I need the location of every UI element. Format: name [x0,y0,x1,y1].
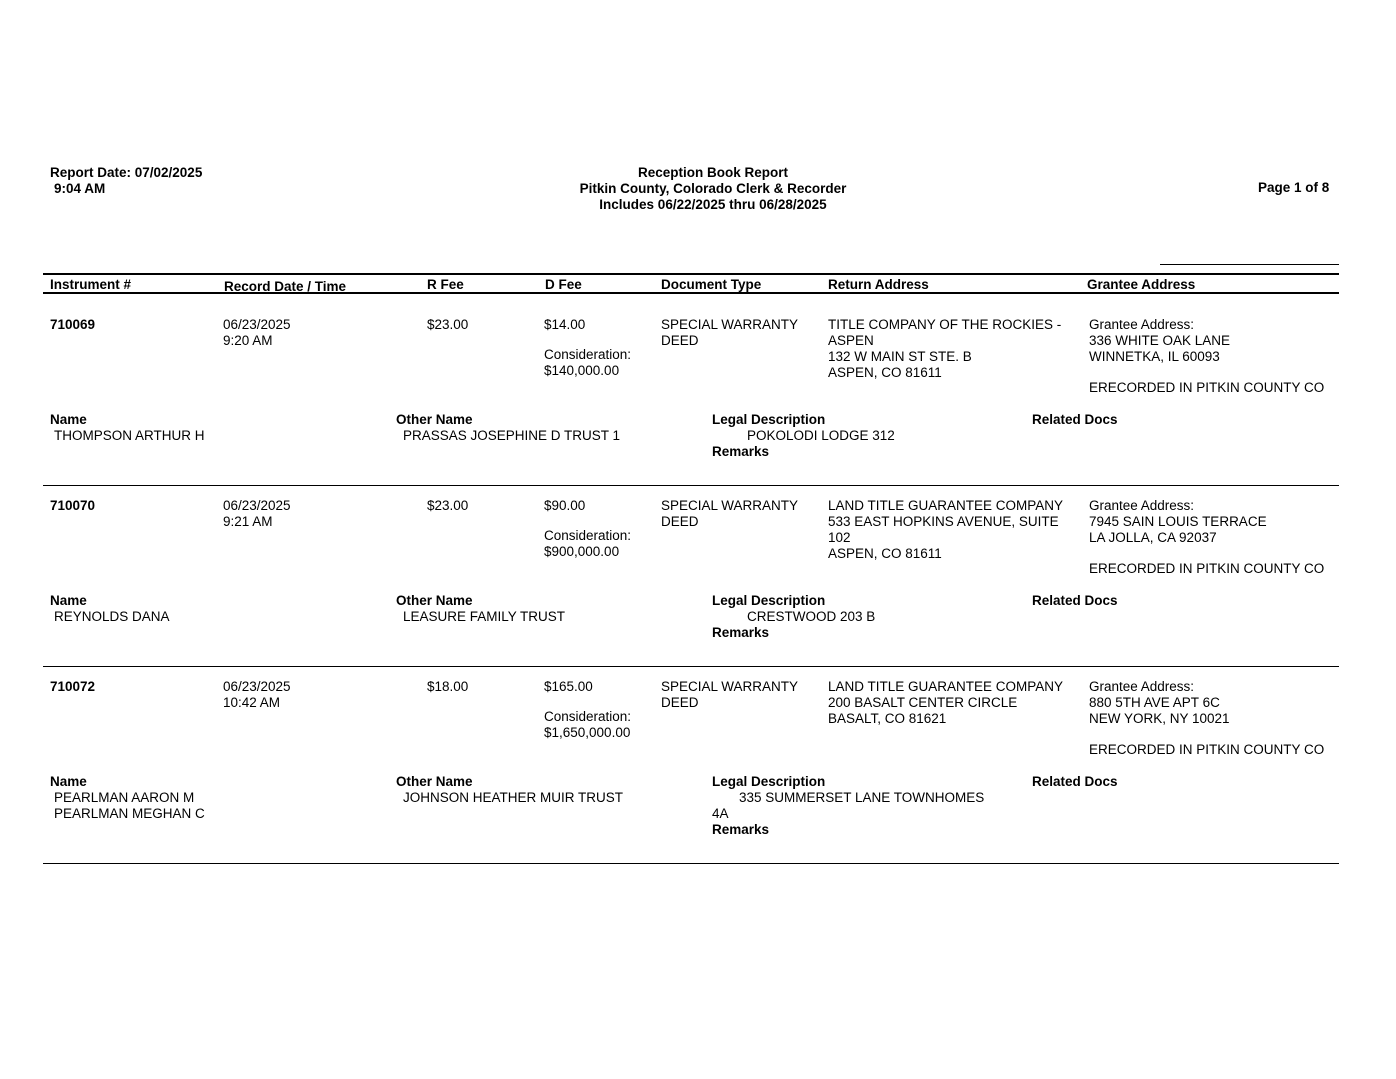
erecorded-note: ERECORDED IN PITKIN COUNTY CO [1089,561,1325,576]
return-address: TITLE COMPANY OF THE ROCKIES - ASPEN 132 W MAIN ST STE. B ASPEN, CO 81611 [828,317,1062,380]
erecorded-note: ERECORDED IN PITKIN COUNTY CO [1089,742,1325,757]
other-name-label: Other Name [396,774,473,789]
related-docs-label: Related Docs [1032,593,1118,608]
col-r-fee: R Fee [427,277,464,292]
record-date: 06/23/2025 [223,317,291,332]
col-document-type: Document Type [661,277,762,292]
other-name-value: JOHNSON HEATHER MUIR TRUST [403,790,624,805]
name-value: PEARLMAN AARON M [54,790,195,805]
record-datetime [223,498,291,530]
record-divider [43,863,1339,864]
grantee-address: Grantee Address: 880 5TH AVE APT 6C NEW YORK, NY 10021 ERECORDED IN PITKIN COUNTY CO [1089,679,1325,757]
name-value: REYNOLDS DANA [54,609,170,624]
name-section [50,593,170,625]
record-date: 06/23/2025 [223,679,291,694]
report-date: Report Date: 07/02/2025 [50,165,203,180]
name-section [50,774,205,822]
record-block [0,498,1396,679]
legal-description-value: CRESTWOOD 203 B [747,609,876,624]
remarks-label: Remarks [712,444,770,459]
related-docs-label: Related Docs [1032,412,1118,427]
d-fee-block [544,679,631,741]
r-fee: $23.00 [427,498,469,513]
page-indicator: Page 1 of 8 [1258,180,1330,195]
record-divider [43,485,1339,486]
instrument-number: 710070 [50,498,96,513]
other-name-label: Other Name [396,412,473,427]
col-grantee-address: Grantee Address [1087,277,1196,292]
name-label: Name [50,774,87,789]
col-return-address: Return Address [828,277,929,292]
d-fee-block [544,317,631,379]
name-section [50,412,205,444]
grantee-address-label: Grantee Address: [1089,679,1195,694]
document-type: SPECIAL WARRANTY DEED [661,498,799,529]
col-d-fee: D Fee [545,277,582,292]
other-name-section [396,593,565,625]
legal-section [712,774,984,838]
name-value: PEARLMAN MEGHAN C [54,806,205,821]
col-instrument: Instrument # [50,277,132,292]
consideration-label: Consideration: [544,528,632,543]
legal-description-value: POKOLODI LODGE 312 [747,428,895,443]
report-title: Reception Book Report [637,165,788,180]
record-time: 9:21 AM [223,514,273,529]
remarks-label: Remarks [712,625,770,640]
other-name-section [396,774,623,806]
record-datetime [223,317,291,349]
legal-description-label: Legal Description [712,774,826,789]
record-date: 06/23/2025 [223,498,291,513]
header-top-rule [43,273,1339,275]
erecorded-note: ERECORDED IN PITKIN COUNTY CO [1089,380,1325,395]
related-docs-label: Related Docs [1032,774,1118,789]
legal-description-label: Legal Description [712,412,826,427]
other-name-label: Other Name [396,593,473,608]
consideration-value: $140,000.00 [544,363,620,378]
name-label: Name [50,593,87,608]
return-address: LAND TITLE GUARANTEE COMPANY 533 EAST HOPKINS AVENUE, SUITE 102 ASPEN, CO 81611 [828,498,1064,561]
d-fee: $90.00 [544,498,586,513]
grantee-address: Grantee Address: 336 WHITE OAK LANE WINNETKA, IL 60093 ERECORDED IN PITKIN COUNTY CO [1089,317,1325,395]
name-label: Name [50,412,87,427]
other-name-value: PRASSAS JOSEPHINE D TRUST 1 [403,428,621,443]
grantee-address: Grantee Address: 7945 SAIN LOUIS TERRACE LA JOLLA, CA 92037 ERECORDED IN PITKIN COUNTY CO [1089,498,1325,576]
remarks-label: Remarks [712,822,770,837]
legal-description-label: Legal Description [712,593,826,608]
grantee-address-label: Grantee Address: [1089,498,1195,513]
record-block [0,317,1396,498]
legal-section [712,593,875,641]
record-datetime [223,679,291,711]
consideration-value: $1,650,000.00 [544,725,631,740]
d-fee: $165.00 [544,679,593,694]
other-name-value: LEASURE FAMILY TRUST [403,609,566,624]
instrument-number: 710069 [50,317,96,332]
record-time: 10:42 AM [223,695,281,710]
d-fee: $14.00 [544,317,586,332]
report-title-block [0,165,1396,213]
return-address: LAND TITLE GUARANTEE COMPANY 200 BASALT CENTER CIRCLE BASALT, CO 81621 [828,679,1064,726]
legal-description-value: 335 SUMMERSET LANE TOWNHOMES [739,790,985,805]
name-value: THOMPSON ARTHUR H [54,428,205,443]
legal-section [712,412,895,460]
report-range: Includes 06/22/2025 thru 06/28/2025 [599,197,827,212]
report-county: Pitkin County, Colorado Clerk & Recorder [579,181,847,196]
col-record-date: Record Date / Time [224,279,347,294]
record-block [0,679,1396,869]
consideration-label: Consideration: [544,709,632,724]
document-type: SPECIAL WARRANTY DEED [661,317,799,348]
report-time: 9:04 AM [54,181,106,196]
d-fee-block [544,498,631,560]
other-name-section [396,412,620,444]
header-top-rule-short [1160,264,1339,265]
r-fee: $23.00 [427,317,469,332]
document-type: SPECIAL WARRANTY DEED [661,679,799,710]
instrument-number: 710072 [50,679,96,694]
record-divider [43,666,1339,667]
grantee-address-label: Grantee Address: [1089,317,1195,332]
consideration-label: Consideration: [544,347,632,362]
record-time: 9:20 AM [223,333,273,348]
legal-description-value-cont: 4A [712,806,729,821]
r-fee: $18.00 [427,679,469,694]
consideration-value: $900,000.00 [544,544,620,559]
